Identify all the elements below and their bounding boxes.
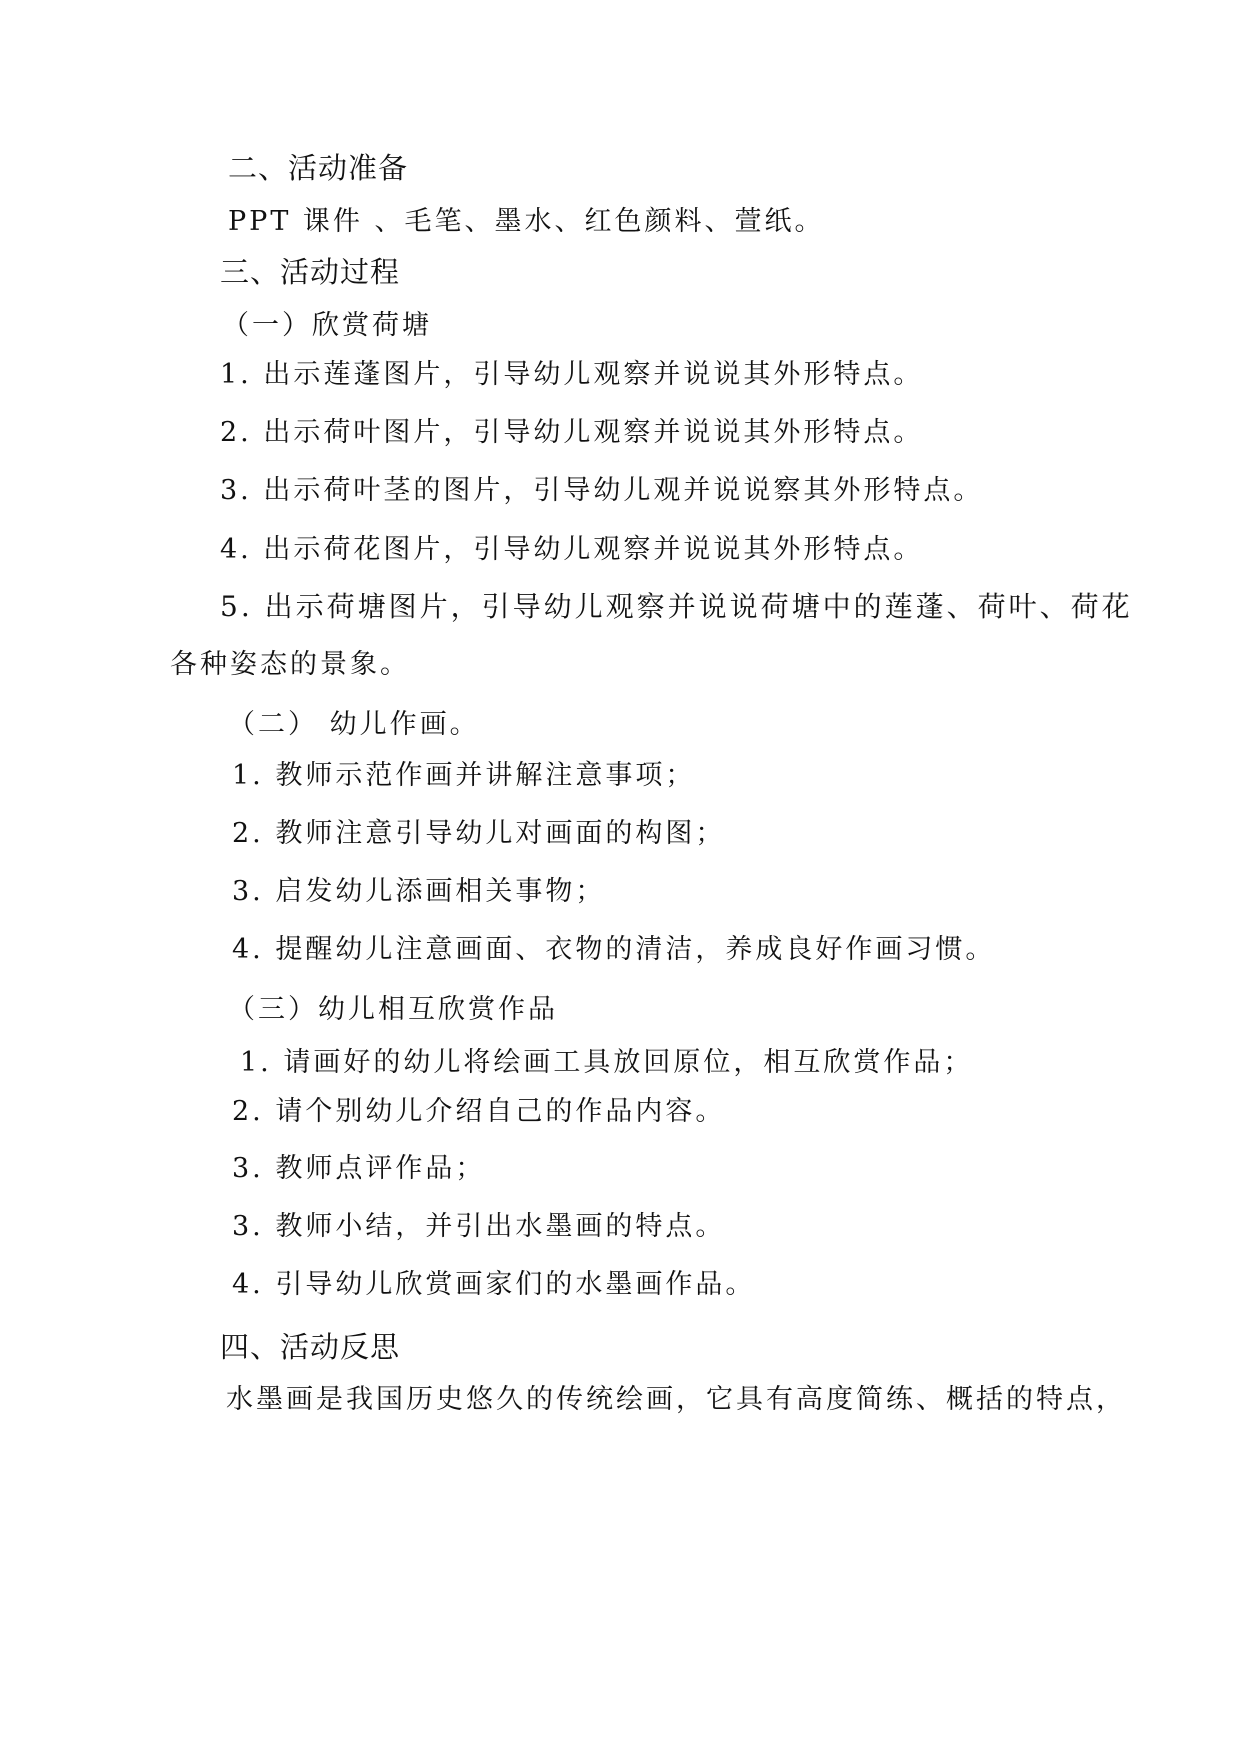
subsection-title-appreciate: （一）欣赏荷塘 xyxy=(222,310,432,341)
section-heading-preparation: 二、活动准备 xyxy=(228,151,409,185)
subsection-title-share: （三）幼儿相互欣赏作品 xyxy=(228,994,558,1025)
list-item: 3. 教师小结，并引出水墨画的特点。 xyxy=(232,1211,726,1242)
list-item: 2. 出示荷叶图片，引导幼儿观察并说说其外形特点。 xyxy=(220,417,924,448)
list-item: 3. 出示荷叶茎的图片，引导幼儿观并说说察其外形特点。 xyxy=(220,475,984,506)
list-item-continuation: 各种姿态的景象。 xyxy=(170,649,410,680)
list-item: 4. 引导幼儿欣赏画家们的水墨画作品。 xyxy=(232,1269,756,1300)
list-item: 1. 请画好的幼儿将绘画工具放回原位，相互欣赏作品； xyxy=(240,1047,974,1078)
list-item: 4. 出示荷花图片，引导幼儿观察并说说其外形特点。 xyxy=(220,534,924,565)
list-item: 1. 教师示范作画并讲解注意事项； xyxy=(232,760,696,791)
list-item: 5. 出示荷塘图片，引导幼儿观察并说说荷塘中的莲蓬、荷叶、荷花 xyxy=(220,590,1133,623)
list-item: 3. 教师点评作品； xyxy=(232,1153,486,1184)
reflection-text: 水墨画是我国历史悠久的传统绘画，它具有高度简练、概括的特点， xyxy=(226,1384,1126,1415)
list-item: 2. 教师注意引导幼儿对画面的构图； xyxy=(232,818,726,849)
list-item: 2. 请个别幼儿介绍自己的作品内容。 xyxy=(232,1096,726,1127)
list-item: 1. 出示莲蓬图片，引导幼儿观察并说说其外形特点。 xyxy=(220,359,924,390)
list-item: 3. 启发幼儿添画相关事物； xyxy=(232,876,606,907)
subsection-title-drawing: （二） 幼儿作画。 xyxy=(228,709,480,740)
section-heading-reflection: 四、活动反思 xyxy=(220,1330,401,1364)
section-heading-process: 三、活动过程 xyxy=(220,255,401,289)
preparation-text: PPT 课件 、毛笔、墨水、红色颜料、萱纸。 xyxy=(228,206,825,237)
list-item: 4. 提醒幼儿注意画面、衣物的清洁，养成良好作画习惯。 xyxy=(232,934,996,965)
